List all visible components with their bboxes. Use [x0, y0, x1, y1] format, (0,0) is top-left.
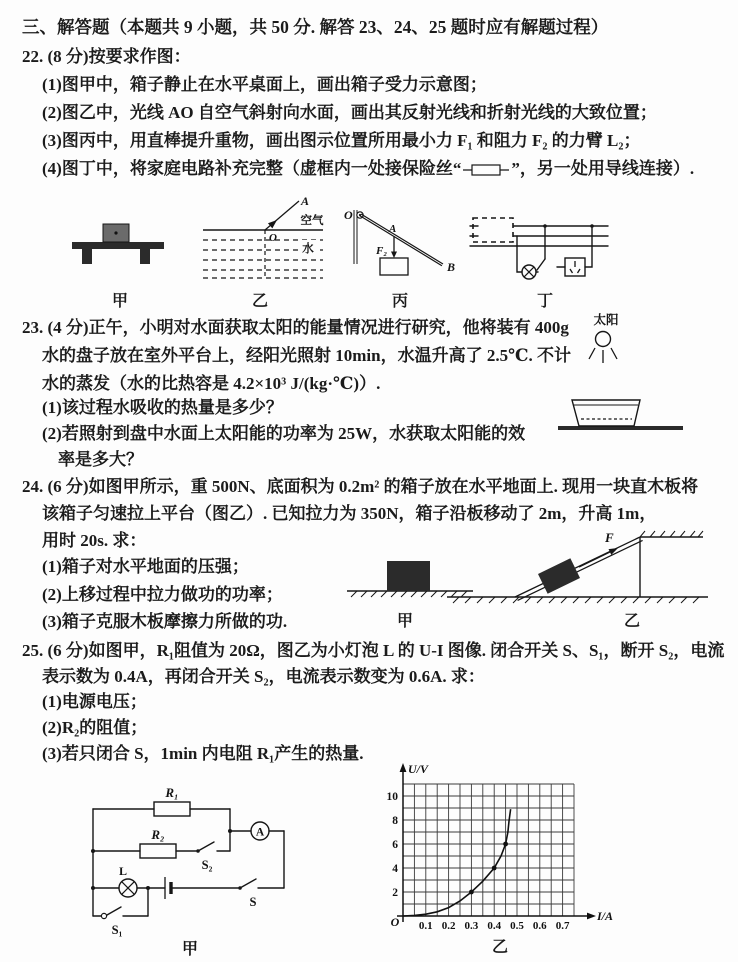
q23-item1: (1)该过程水吸收的热量是多少？ [42, 398, 283, 417]
graph-caption: 乙 [491, 939, 508, 956]
chart-text: 8 [392, 814, 398, 827]
q24-item1: (1)箱子对水平地面的压强； [42, 557, 249, 576]
q23-line2: 水的盘子放在室外平台上，经阳光照射 10min，水温升高了 2.5℃. 不计 [42, 346, 571, 365]
box-center-dot [114, 231, 117, 234]
data-point [469, 890, 474, 895]
chart-text: 6 [392, 838, 398, 851]
lever-o-label: O [344, 208, 353, 222]
table-leg-left [82, 249, 92, 264]
x-axis-arrow-icon [587, 913, 596, 920]
q24-line2: 该箱子匀速拉上平台（图乙）. 已知拉力为 350N，箱子沿板移动了 2m，升高 1m， [42, 504, 657, 523]
q22-item1: (1)图甲中，箱子静止在水平桌面上，画出箱子受力示意图； [42, 75, 487, 94]
fig24-yi-caption: 乙 [623, 613, 640, 630]
force-arrowhead-icon [609, 545, 620, 555]
circuit-caption: 甲 [181, 941, 199, 958]
lamp-l-label: L [118, 864, 128, 878]
fig23-sun [580, 312, 632, 367]
q24-line1: 24. (6 分)如图甲所示，重 500N、底面积为 0.2m² 的箱子放在水平地面上. 现用一块直木板将 [22, 477, 699, 496]
table-top [72, 242, 164, 249]
chart-text: 0.7 [555, 920, 570, 932]
section-header: 三、解答题（本题共 9 小题，共 50 分. 解答 23、24、25 题时应有解题过程） [22, 17, 609, 37]
junction-dots [91, 829, 242, 890]
q25-item3: (3)若只闭合 S，1min 内电阻 R₁产生的热量. [42, 744, 364, 763]
fig25-circuit [60, 785, 370, 960]
fig24-incline [445, 528, 710, 606]
s1-label: S₁ [111, 923, 123, 937]
sun-label: 太阳 [593, 313, 619, 327]
chart-text: 0.4 [487, 920, 502, 932]
chart-text: 0.2 [441, 920, 456, 932]
q23-item2-line1: (2)若照射到盘中水面上太阳能的功率为 25W，水获取太阳能的效 [42, 424, 526, 443]
hanging-weight [380, 258, 408, 275]
s2-label: S₂ [201, 858, 213, 872]
s-label: S [249, 895, 257, 909]
switch-s1-pivot [101, 913, 106, 918]
fig22-yi-caption: 乙 [251, 293, 268, 310]
chart-text: 0.3 [464, 920, 479, 932]
lever-a-label: A [389, 223, 397, 235]
origin-o-label: O [269, 232, 277, 244]
sun-rays [589, 348, 617, 363]
rod-line-1 [361, 214, 443, 264]
chart-text: 4 [392, 862, 398, 875]
force-f-label: F [605, 530, 614, 545]
data-point [503, 842, 508, 847]
fig24-jia-caption: 甲 [396, 613, 413, 630]
q23-line1: 23. (4 分)正午，小明对水面获取太阳的能量情况进行研究，他将装有 400g [22, 318, 569, 337]
fuse-symbol-icon [463, 163, 509, 177]
lamp-x [524, 267, 534, 277]
table-leg-right [140, 249, 150, 264]
resistor-r2 [140, 844, 176, 858]
chart-text: O [390, 915, 400, 929]
dish [572, 400, 640, 426]
y-axis-arrow-icon [400, 763, 407, 772]
fuse-placeholder-box [473, 218, 513, 242]
r1-label: R₁ [165, 785, 179, 800]
socket-prongs [570, 261, 580, 273]
force-arrow-line [579, 550, 615, 568]
q25-item2: (2)R₂的阻值； [42, 718, 148, 737]
data-point [492, 866, 497, 871]
ui-graph [375, 756, 625, 956]
lever-b-label: B [447, 260, 456, 274]
plank-line-1 [515, 537, 640, 597]
r2-label: R₂ [151, 827, 165, 842]
box-on-incline [538, 558, 580, 594]
q24-line3: 用时 20s. 求： [42, 531, 147, 550]
q22-item4 [42, 159, 694, 179]
box [387, 561, 430, 591]
air-label: 空气 [300, 215, 324, 227]
fig22-household-circuit [465, 203, 625, 288]
fig22-table-box [70, 206, 170, 268]
plank-line-2 [518, 540, 643, 600]
q22-item3: (3)图丙中，用直棒提升重物，画出图示位置所用最小力 F₁ 和阻力 F₂ 的力臂 L₂； [42, 131, 641, 150]
q22-item4-prefix: (4)图丁中，将家庭电路补充完整（虚框内一处接保险丝“ [42, 159, 462, 178]
fig22-light-refraction [195, 196, 330, 284]
q23-line3: 水的蒸发（水的比热容是 4.2×10³ J/(kg·℃)）. [42, 374, 381, 393]
platform-hatch [640, 531, 703, 537]
chart-text: I/A [597, 909, 614, 923]
q25-item1: (1)电源电压； [42, 692, 147, 711]
water-label: 水 [302, 243, 314, 255]
resistor-r1 [154, 802, 190, 816]
q23-item2-line2: 率是多大？ [58, 450, 143, 469]
ground-hatch [453, 597, 699, 603]
chart-text: 0.6 [532, 920, 547, 932]
q22-stem: 22. (8 分)按要求作图： [22, 47, 191, 66]
q22-item4-suffix: ”，另一处用导线连接）. [511, 159, 695, 178]
q22-item2: (2)图乙中，光线 AO 自空气斜射向水面，画出其反射光线和折射光线的大致位置； [42, 103, 657, 122]
q25-line2: 表示数为 0.4A，再闭合开关 S₂，电流表示数变为 0.6A. 求： [42, 667, 485, 686]
q24-item2: (2)上移过程中拉力做功的功率； [42, 585, 283, 604]
chart-text: 0.1 [418, 920, 433, 932]
ray-a-label: A [301, 194, 310, 208]
ui-graph-svg [375, 756, 625, 956]
fig22-lever [340, 200, 460, 285]
chart-text: 0.5 [510, 920, 524, 932]
q24-item3: (3)箱子克服木板摩擦力所做的功. [42, 612, 288, 631]
fig23-dish-on-platform [558, 398, 683, 433]
fig22-ding-caption: 丁 [536, 293, 553, 310]
supply-wires [470, 226, 608, 246]
q25-line1: 25. (6 分)如图甲，R₁阻值为 20Ω，图乙为小灯泡 L 的 U-I 图像. 闭合开关 S、S₁，断开 S₂，电流 [22, 641, 725, 660]
fig22-bing-caption: 丙 [391, 293, 408, 310]
ammeter-a-label: A [255, 826, 265, 839]
sun-icon [596, 332, 611, 347]
lever-f2-label: F₂ [376, 245, 388, 257]
f2-arrowhead-icon [391, 252, 397, 259]
chart-text: 10 [386, 790, 398, 803]
chart-text: U/V [408, 762, 429, 776]
lamp-x [122, 882, 135, 895]
chart-text: 2 [392, 886, 398, 899]
fig22-jia-caption: 甲 [111, 293, 128, 310]
